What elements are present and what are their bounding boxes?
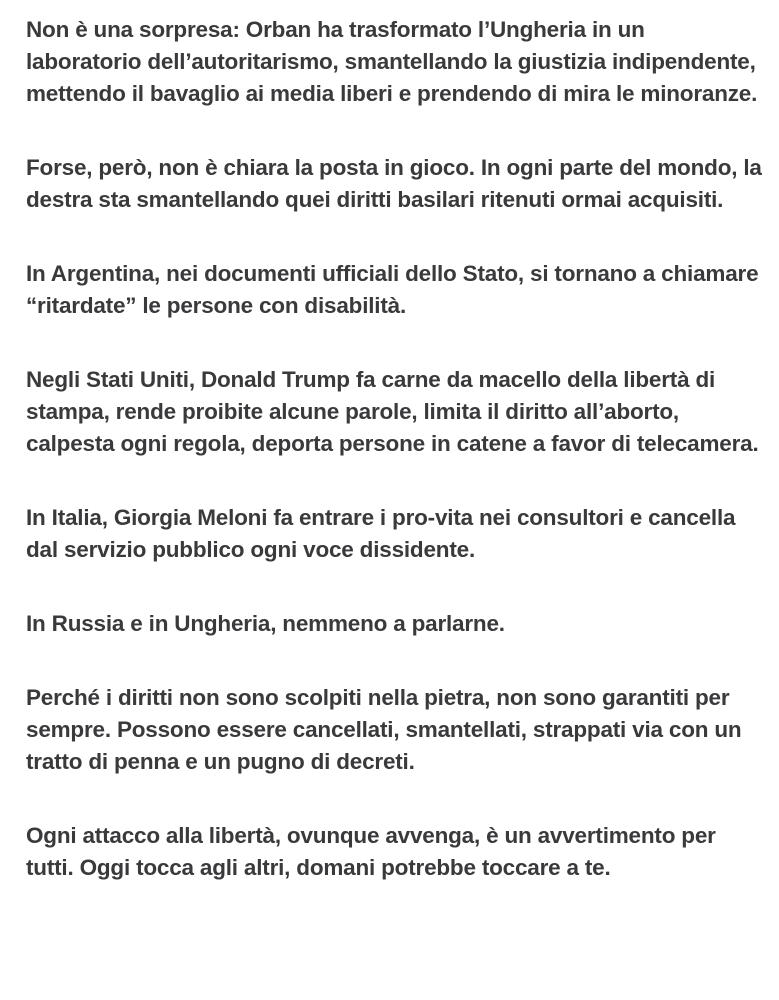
article-body	[26, 14, 766, 884]
paragraph-united-states: Negli Stati Uniti, Donald Trump fa carne da macello della libertà di stampa, rende proibite alcune parole, limita il diritto all’aborto, calpesta ogni regola, deporta persone in catene a favor di telecamera.	[26, 367, 759, 456]
paragraph-rights: Perché i diritti non sono scolpiti nella pietra, non sono garantiti per sempre. Possono essere cancellati, smantellati, strappati via con un tratto di penna e un pugno di decreti.	[26, 685, 742, 774]
paragraph-warning: Ogni attacco alla libertà, ovunque avvenga, è un avvertimento per tutti. Oggi tocca agli altri, domani potrebbe toccare a te.	[26, 823, 716, 880]
paragraph-stakes: Forse, però, non è chiara la posta in gioco. In ogni parte del mondo, la destra sta smantellando quei diritti basilari ritenuti ormai acquisiti.	[26, 155, 762, 212]
paragraph-argentina: In Argentina, nei documenti ufficiali dello Stato, si tornano a chiamare “ritardate” le persone con disabilità.	[26, 261, 759, 318]
paragraph-russia-hungary: In Russia e in Ungheria, nemmeno a parlarne.	[26, 611, 505, 636]
paragraph-orban-intro: Non è una sorpresa: Orban ha trasformato l’Ungheria in un laboratorio dell’autoritarismo, smantellando la giustizia indipendente, mettendo il bavaglio ai media liberi e prendendo di mira le minoranze.	[26, 17, 758, 106]
paragraph-italy: In Italia, Giorgia Meloni fa entrare i pro-vita nei consultori e cancella dal servizio pubblico ogni voce dissidente.	[26, 505, 736, 562]
